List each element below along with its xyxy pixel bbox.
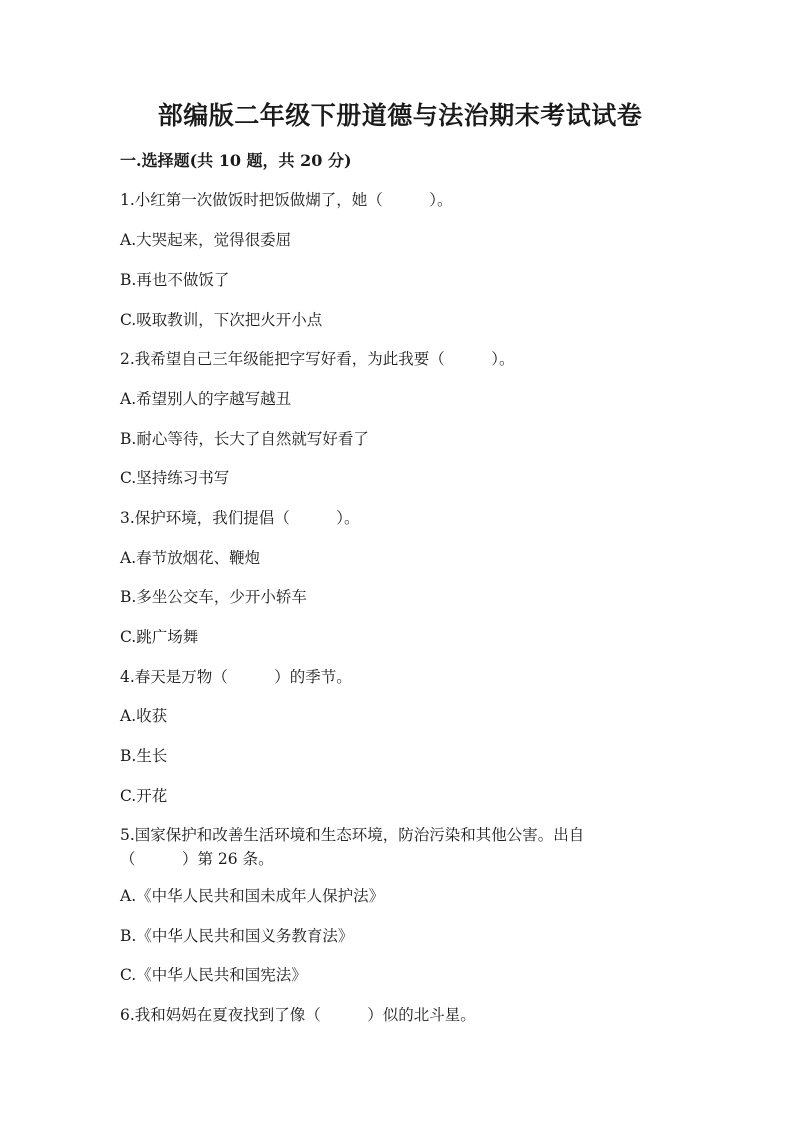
question-2-option-b: B.耐心等待，长大了自然就写好看了 [120, 430, 369, 448]
question-2-option-a: A.希望别人的字越写越丑 [120, 390, 292, 408]
question-1-stem: 1.小红第一次做饭时把饭做煳了，她（ ）。 [120, 191, 453, 209]
section-heading: 一.选择题(共 10 题，共 20 分) [120, 151, 352, 170]
question-5-stem-line2: （ ）第 26 条。 [120, 850, 274, 868]
question-4-option-a: A.收获 [120, 707, 168, 725]
exam-title: 部编版二年级下册道德与法治期末考试试卷 [157, 101, 643, 130]
question-2-option-c: C.坚持练习书写 [120, 469, 230, 487]
question-1-option-c: C.吸取教训，下次把火开小点 [120, 311, 323, 329]
question-4-option-b: B.生长 [120, 747, 168, 765]
question-5-option-a: A.《中华人民共和国未成年人保护法》 [120, 887, 385, 905]
question-2-stem: 2.我希望自己三年级能把字写好看，为此我要（ ）。 [120, 350, 515, 368]
question-5-option-b: B.《中华人民共和国义务教育法》 [120, 927, 354, 945]
question-6-stem: 6.我和妈妈在夏夜找到了像（ ）似的北斗星。 [120, 1006, 476, 1024]
question-3-option-a: A.春节放烟花、鞭炮 [120, 549, 261, 567]
question-4-stem: 4.春天是万物（ ）的季节。 [120, 668, 352, 686]
question-1-option-b: B.再也不做饭了 [120, 271, 230, 289]
question-5-stem-line1: 5.国家保护和改善生活环境和生态环境，防治污染和其他公害。出自 [120, 826, 585, 844]
question-1-option-a: A.大哭起来，觉得很委屈 [120, 231, 292, 249]
question-5-option-c: C.《中华人民共和国宪法》 [120, 966, 307, 984]
question-3-option-c: C.跳广场舞 [120, 628, 199, 646]
question-3-option-b: B.多坐公交车，少开小轿车 [120, 588, 307, 606]
question-4-option-c: C.开花 [120, 787, 168, 805]
question-3-stem: 3.保护环境，我们提倡（ ）。 [120, 509, 360, 527]
